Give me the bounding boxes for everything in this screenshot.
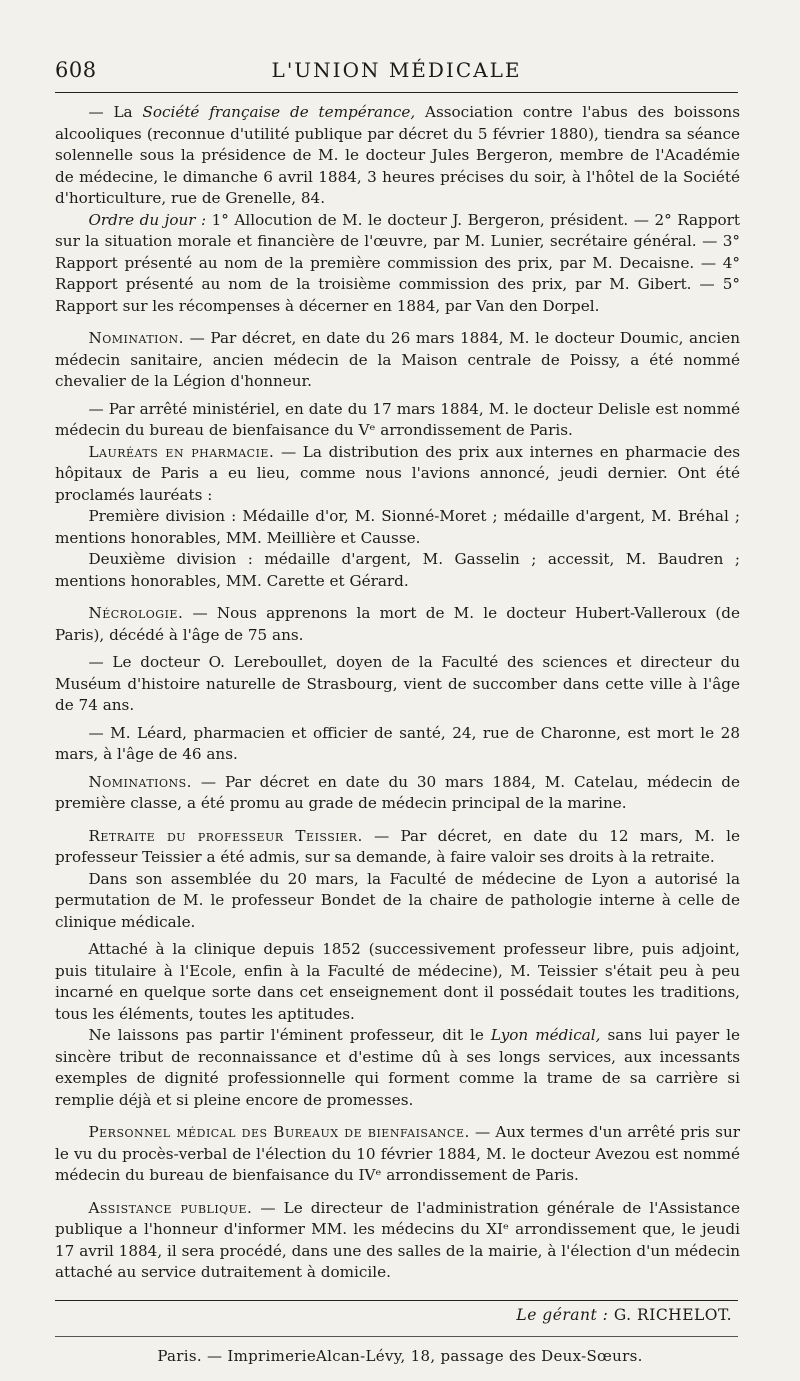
section-heading: Nomination. [88, 329, 184, 347]
paragraph-hommage: Ne laissons pas partir l'éminent professeur, dit le Lyon médical, sans lui payer le sincère tribut de reconnaissance et d'estime dû à ses longs services, aux incessants exemples de dignité professionnelle qui forment comme la trame de sa carrière si remplie déjà et si pleine encore de promesses. [55, 1026, 740, 1109]
paragraph-arrete: — Par arrêté ministériel, en date du 17 mars 1884, M. le docteur Delisle est nommé médecin du bureau de bienfaisance du Vᵉ arrondissement de Paris. [55, 399, 740, 439]
paragraph-assemblee: Dans son assemblée du 20 mars, la Faculté de médecine de Lyon a autorisé la permutation de M. le professeur Bondet de la chaire de pathologie interne à celle de clinique médicale. [55, 869, 740, 931]
paragraph-necrologie: Nécrologie. — Nous apprenons la mort de M. le docteur Hubert-Valleroux (de Paris), décédé à l'âge de 75 ans. [55, 604, 740, 644]
header-rule [55, 92, 738, 93]
journal-title: L'UNION MÉDICALE [271, 58, 522, 82]
section-heading: Nominations. [88, 772, 193, 791]
paragraph-nomination: Nomination. — Par décret, en date du 26 mars 1884, M. le docteur Doumic, ancien médecin sanitaire, ancien médecin de la Maison centrale de Poissy, a été nommé chevalier de la Légion d'honneur. [55, 329, 740, 390]
paragraph-retraite: Retraite du professeur Teissier. — Par décret, en date du 12 mars, M. le professeur Teissier a été admis, sur sa demande, à faire valoir ses droits à la retraite. [55, 826, 740, 866]
paragraph-laureats: Lauréats en pharmacie. — La distribution des prix aux internes en pharmacie des hôpitaux de Paris a eu lieu, comme nous l'avions annoncé, jeudi dernier. Ont été proclamés lauréats : [55, 442, 740, 504]
article-body [55, 102, 740, 1284]
page-number: 608 [55, 58, 97, 82]
paragraph-premiere-division: Première division : Médaille d'or, M. Sionné-Moret ; médaille d'argent, M. Bréhal ; mentions honorables, MM. Meillière et Causse. [55, 507, 740, 547]
paragraph-ordre-du-jour: Ordre du jour : 1° Allocution de M. le docteur J. Bergeron, président. — 2° Rapport sur la situation morale et financière de l'œuvre, par M. Lunier, secrétaire général. — 3° Rapport présenté au nom de la première commission des prix, par M. Decaisne. — 4° Rapport présenté au nom de la troisième commission des prix, par M. Gibert. — 5° Rapport sur les récompenses à décerner en 1884, par Van den Dorpel. [55, 210, 740, 315]
section-heading: Lauréats en pharmacie. [88, 442, 275, 461]
section-heading: Assistance publique. [88, 1198, 253, 1217]
running-header [55, 52, 738, 92]
paragraph-temperance: — La Société française de tempérance, Association contre l'abus des boissons alcooliques (reconnue d'utilité publique par décret du 5 février 1880), tiendra sa séance solennelle sous la présidence de M. le docteur Jules Bergeron, membre de l'Académie de médecine, le dimanche 6 avril 1884, 3 heures précises du soir, à l'hôtel de la Société d'horticulture, rue de Grenelle, 84. [55, 103, 740, 207]
section-heading: Nécrologie. [88, 604, 184, 622]
paragraph-nominations: Nominations. — Par décret en date du 30 mars 1884, M. Catelau, médecin de première classe, a été promu au grade de médecin principal de la marine. [55, 772, 740, 812]
paragraph-lereboullet: — Le docteur O. Lereboullet, doyen de la Faculté des sciences et directeur du Muséum d'histoire naturelle de Strasbourg, vient de succomber dans cette ville à l'âge de 74 ans. [55, 653, 740, 714]
section-heading: Personnel médical des Bureaux de bienfaisance. [88, 1123, 470, 1141]
signature-line [516, 1306, 732, 1324]
paragraph-bureaux-bienfaisance: Personnel médical des Bureaux de bienfaisance. — Aux termes d'un arrêté pris sur le vu du procès-verbal de l'élection du 10 février 1884, M. le docteur Avezou est nommé médecin du bureau de bienfaisance du IVᵉ arrondissement de Paris. [55, 1123, 740, 1184]
printer-imprint: Paris. — ImprimerieAlcan-Lévy, 18, passage des Deux-Sœurs. [157, 1347, 643, 1365]
signature-label: Le gérant : [516, 1306, 609, 1324]
signature-name: G. RICHELOT. [613, 1306, 732, 1324]
paragraph-leard: — M. Léard, pharmacien et officier de santé, 24, rue de Charonne, est mort le 28 mars, à l'âge de 46 ans. [55, 723, 740, 763]
paragraph-deuxieme-division: Deuxième division : médaille d'argent, M. Gasselin ; accessit, M. Baudren ; mentions honorables, MM. Carette et Gérard. [55, 550, 740, 590]
closing-rule [55, 1300, 738, 1301]
footer-rule [55, 1336, 738, 1337]
paragraph-assistance-publique: Assistance publique. — Le directeur de l'administration générale de l'Assistance publique a l'honneur d'informer MM. les médecins du XIᵉ arrondissement que, le jeudi 17 avril 1884, il sera procédé, dans une des salles de la mairie, à l'élection d'un médecin attaché au service dutraitement à domicile. [55, 1198, 740, 1281]
paragraph-attache: Attaché à la clinique depuis 1852 (successivement professeur libre, puis adjoint, puis titulaire à l'Ecole, enfin à la Faculté de médecine), M. Teissier s'était peu à peu incarné en quelque sorte dans cet enseignement dont il possédait toutes les traditions, tous les éléments, toutes les aptitudes. [55, 940, 740, 1023]
section-heading: Retraite du professeur Teissier. [88, 826, 363, 845]
